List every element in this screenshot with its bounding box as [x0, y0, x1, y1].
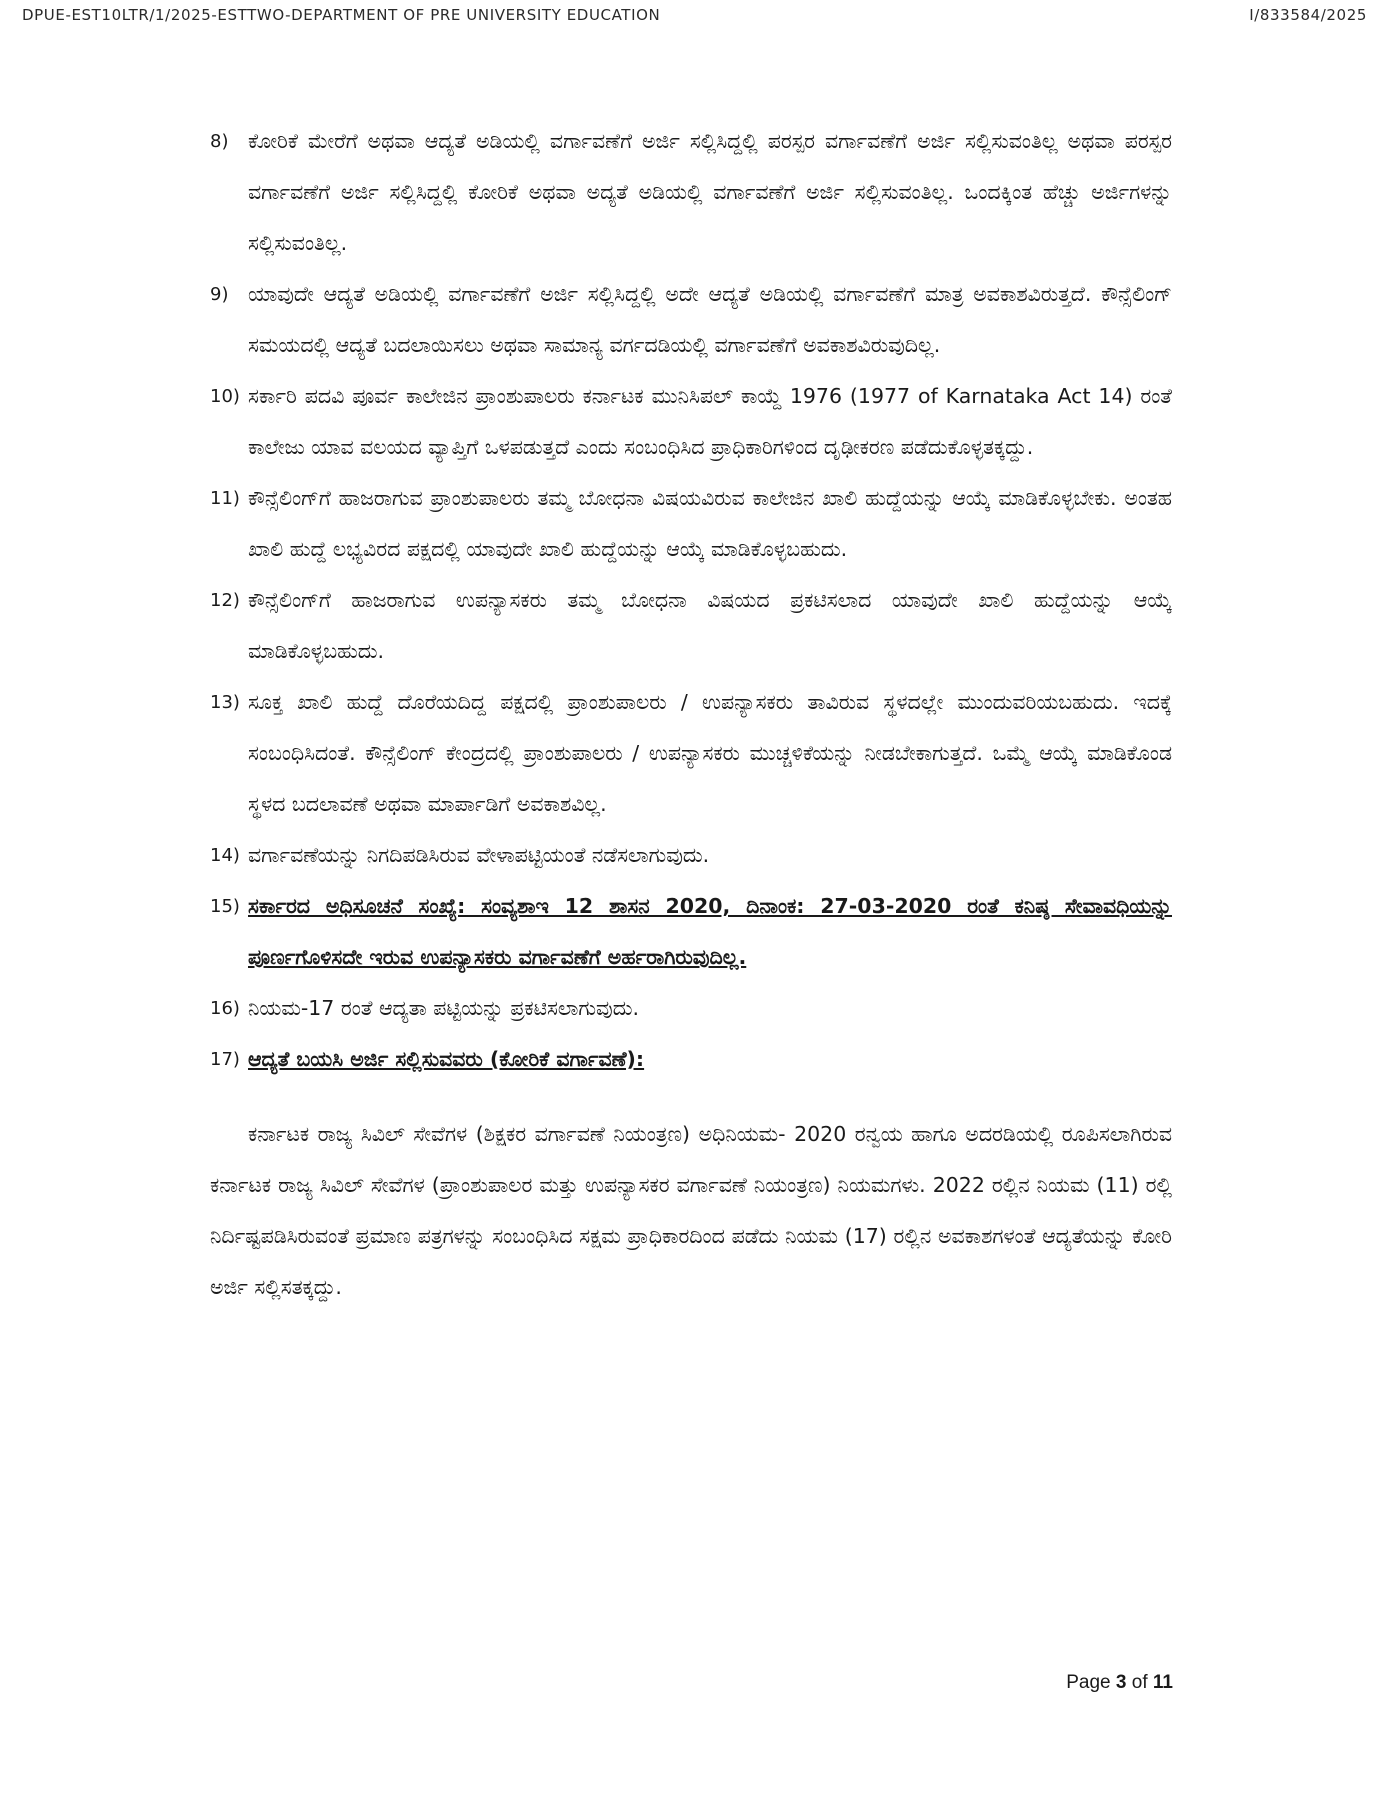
- item-text: ವರ್ಗಾವಣೆಯನ್ನು ನಿಗದಿಪಡಿಸಿರುವ ವೇಳಾಪಟ್ಟಿಯಂತೆ ನಡೆಸಲಾಗುವುದು.: [248, 843, 710, 867]
- of-label: of: [1131, 1672, 1148, 1693]
- item-number: 16): [210, 998, 240, 1019]
- list-item: [210, 371, 1172, 473]
- item-number: 15): [210, 896, 240, 917]
- item-text: ಕೋರಿಕೆ ಮೇರೆಗೆ ಅಥವಾ ಆದ್ಯತೆ ಅಡಿಯಲ್ಲಿ ವರ್ಗಾವಣೆಗೆ ಅರ್ಜಿ ಸಲ್ಲಿಸಿದ್ದಲ್ಲಿ ಪರಸ್ಪರ ವರ್ಗಾವಣೆಗೆ ಅರ್ಜಿ ಸಲ್ಲಿಸುವಂತಿಲ್ಲ ಅಥವಾ ಪರಸ್ಪರ ವರ್ಗಾವಣೆಗೆ ಅರ್ಜಿ ಸಲ್ಲಿಸಿದ್ದಲ್ಲಿ ಕೋರಿಕೆ ಅಥವಾ ಅದ್ಯತೆ ಅಡಿಯಲ್ಲಿ ವರ್ಗಾವಣೆಗೆ ಅರ್ಜಿ ಸಲ್ಲಿಸುವಂತಿಲ್ಲ. ಒಂದಕ್ಕಿಂತ ಹೆಚ್ಚು ಅರ್ಜಿಗಳನ್ನು ಸಲ್ಲಿಸುವಂತಿಲ್ಲ.: [248, 129, 1172, 255]
- item-number: 9): [210, 284, 229, 305]
- list-item: [210, 983, 1172, 1034]
- item-text: ನಿಯಮ-17 ರಂತೆ ಆದ್ಯತಾ ಪಟ್ಟಿಯನ್ನು ಪ್ರಕಟಿಸಲಾಗುವುದು.: [248, 996, 640, 1020]
- item-text-emphasis: ಸರ್ಕಾರದ ಅಧಿಸೂಚನೆ ಸಂಖ್ಯೆ: ಸಂವ್ಯಶಾಇ 12 ಶಾಸನ 2020, ದಿನಾಂಕ: 27-03-2020 ರಂತೆ ಕನಿಷ್ಠ ಸೇವಾವಧಿಯನ್ನು ಪೂರ್ಣಗೊಳಿಸದೇ ಇರುವ ಉಪನ್ಯಾಸಕರು ವರ್ಗಾವಣೆಗೆ ಅರ್ಹರಾಗಿರುವುದಿಲ್ಲ.: [248, 894, 1172, 969]
- document-header: [22, 6, 1367, 24]
- page-label: Page: [1066, 1672, 1111, 1693]
- list-item: [210, 830, 1172, 881]
- item-text: ಯಾವುದೇ ಆದ್ಯತೆ ಅಡಿಯಲ್ಲಿ ವರ್ಗಾವಣೆಗೆ ಅರ್ಜಿ ಸಲ್ಲಿಸಿದ್ದಲ್ಲಿ ಅದೇ ಆದ್ಯತೆ ಅಡಿಯಲ್ಲಿ ವರ್ಗಾವಣೆಗೆ ಮಾತ್ರ ಅವಕಾಶವಿರುತ್ತದೆ. ಕೌನ್ಸೆಲಿಂಗ್ ಸಮಯದಲ್ಲಿ ಆದ್ಯತೆ ಬದಲಾಯಿಸಲು ಅಥವಾ ಸಾಮಾನ್ಯ ವರ್ಗದಡಿಯಲ್ಲಿ ವರ್ಗಾವಣೆಗೆ ಅವಕಾಶವಿರುವುದಿಲ್ಲ.: [248, 282, 1172, 357]
- item-text: ಕೌನ್ಸೆಲಿಂಗ್‌ಗೆ ಹಾಜರಾಗುವ ಪ್ರಾಂಶುಪಾಲರು ತಮ್ಮ ಬೋಧನಾ ವಿಷಯವಿರುವ ಕಾಲೇಜಿನ ಖಾಲಿ ಹುದ್ದೆಯನ್ನು ಆಯ್ಕೆ ಮಾಡಿಕೊಳ್ಳಬೇಕು. ಅಂತಹ ಖಾಲಿ ಹುದ್ದೆ ಲಭ್ಯವಿರದ ಪಕ್ಷದಲ್ಲಿ ಯಾವುದೇ ಖಾಲಿ ಹುದ್ದೆಯನ್ನು ಆಯ್ಕೆ ಮಾಡಿಕೊಳ್ಳಬಹುದು.: [248, 486, 1172, 561]
- item-number: 13): [210, 692, 240, 713]
- list-item: [210, 1034, 1172, 1085]
- item-text: ಸೂಕ್ತ ಖಾಲಿ ಹುದ್ದೆ ದೊರೆಯದಿದ್ದ ಪಕ್ಷದಲ್ಲಿ ಪ್ರಾಂಶುಪಾಲರು / ಉಪನ್ಯಾಸಕರು ತಾವಿರುವ ಸ್ಥಳದಲ್ಲೇ ಮುಂದುವರಿಯಬಹುದು. ಇದಕ್ಕೆ ಸಂಬಂಧಿಸಿದಂತೆ. ಕೌನ್ಸೆಲಿಂಗ್ ಕೇಂದ್ರದಲ್ಲಿ ಪ್ರಾಂಶುಪಾಲರು / ಉಪನ್ಯಾಸಕರು ಮುಚ್ಚಳಿಕೆಯನ್ನು ನೀಡಬೇಕಾಗುತ್ತದೆ. ಒಮ್ಮೆ ಆಯ್ಕೆ ಮಾಡಿಕೊಂಡ ಸ್ಥಳದ ಬದಲಾವಣೆ ಅಥವಾ ಮಾರ್ಪಾಡಿಗೆ ಅವಕಾಶವಿಲ್ಲ.: [248, 690, 1172, 816]
- list-item: [210, 116, 1172, 269]
- item-number: 17): [210, 1049, 240, 1070]
- item-text: ಸರ್ಕಾರಿ ಪದವಿ ಪೂರ್ವ ಕಾಲೇಜಿನ ಪ್ರಾಂಶುಪಾಲರು ಕರ್ನಾಟಕ ಮುನಿಸಿಪಲ್ ಕಾಯ್ದೆ 1976 (1977 of Karnataka Act 14) ರಂತೆ ಕಾಲೇಜು ಯಾವ ವಲಯದ ವ್ಯಾಪ್ತಿಗೆ ಒಳಪಡುತ್ತದೆ ಎಂದು ಸಂಬಂಧಿಸಿದ ಪ್ರಾಧಿಕಾರಿಗಳಿಂದ ದೃಢೀಕರಣ ಪಡೆದುಕೊಳ್ಳತಕ್ಕದ್ದು.: [248, 384, 1172, 459]
- body-paragraph: ಕರ್ನಾಟಕ ರಾಜ್ಯ ಸಿವಿಲ್ ಸೇವೆಗಳ (ಶಿಕ್ಷಕರ ವರ್ಗಾವಣೆ ನಿಯಂತ್ರಣ) ಅಧಿನಿಯಮ- 2020 ರನ್ವಯ ಹಾಗೂ ಅದರಡಿಯಲ್ಲಿ ರೂಪಿಸಲಾಗಿರುವ ಕರ್ನಾಟಕ ರಾಜ್ಯ ಸಿವಿಲ್ ಸೇವೆಗಳ (ಪ್ರಾಂಶುಪಾಲರ ಮತ್ತು ಉಪನ್ಯಾಸಕರ ವರ್ಗಾವಣೆ ನಿಯಂತ್ರಣ) ನಿಯಮಗಳು. 2022 ರಲ್ಲಿನ ನಿಯಮ (11) ರಲ್ಲಿ ನಿರ್ದಿಷ್ಟಪಡಿಸಿರುವಂತೆ ಪ್ರಮಾಣ ಪತ್ರಗಳನ್ನು ಸಂಬಂಧಿಸಿದ ಸಕ್ಷಮ ಪ್ರಾಧಿಕಾರದಿಂದ ಪಡೆದು ನಿಯಮ (17) ರಲ್ಲಿನ ಅವಕಾಶಗಳಂತೆ ಆದ್ಯತೆಯನ್ನು ಕೋರಿ ಅರ್ಜಿ ಸಲ್ಲಿಸತಕ್ಕದ್ದು.: [210, 1122, 1172, 1299]
- item-number: 10): [210, 386, 240, 407]
- list-item: [210, 269, 1172, 371]
- item-number: 11): [210, 488, 240, 509]
- inward-number: I/833584/2025: [1249, 6, 1367, 24]
- item-heading: ಆದ್ಯತೆ ಬಯಸಿ ಅರ್ಜಿ ಸಲ್ಲಿಸುವವರು (ಕೋರಿಕೆ ವರ್ಗಾವಣೆ):: [248, 1047, 645, 1071]
- item-text: ಕೌನ್ಸೆಲಿಂಗ್‌ಗೆ ಹಾಜರಾಗುವ ಉಪನ್ಯಾಸಕರು ತಮ್ಮ ಬೋಧನಾ ವಿಷಯದ ಪ್ರಕಟಿಸಲಾದ ಯಾವುದೇ ಖಾಲಿ ಹುದ್ದೆಯನ್ನು ಆಯ್ಕೆ ಮಾಡಿಕೊಳ್ಳಬಹುದು.: [248, 588, 1172, 663]
- page-current: 3: [1115, 1672, 1127, 1693]
- list-item: [210, 677, 1172, 830]
- document-body: [210, 116, 1172, 1313]
- list-item: [210, 881, 1172, 983]
- list-item: [210, 473, 1172, 575]
- page-total: 11: [1152, 1672, 1173, 1693]
- item-number: 14): [210, 845, 240, 866]
- item-number: 8): [210, 131, 229, 152]
- item-number: 12): [210, 590, 240, 611]
- list-item: [210, 575, 1172, 677]
- file-reference: DPUE-EST10LTR/1/2025-ESTTWO-DEPARTMENT OF PRE UNIVERSITY EDUCATION: [22, 6, 661, 24]
- page-number: [1055, 1672, 1173, 1694]
